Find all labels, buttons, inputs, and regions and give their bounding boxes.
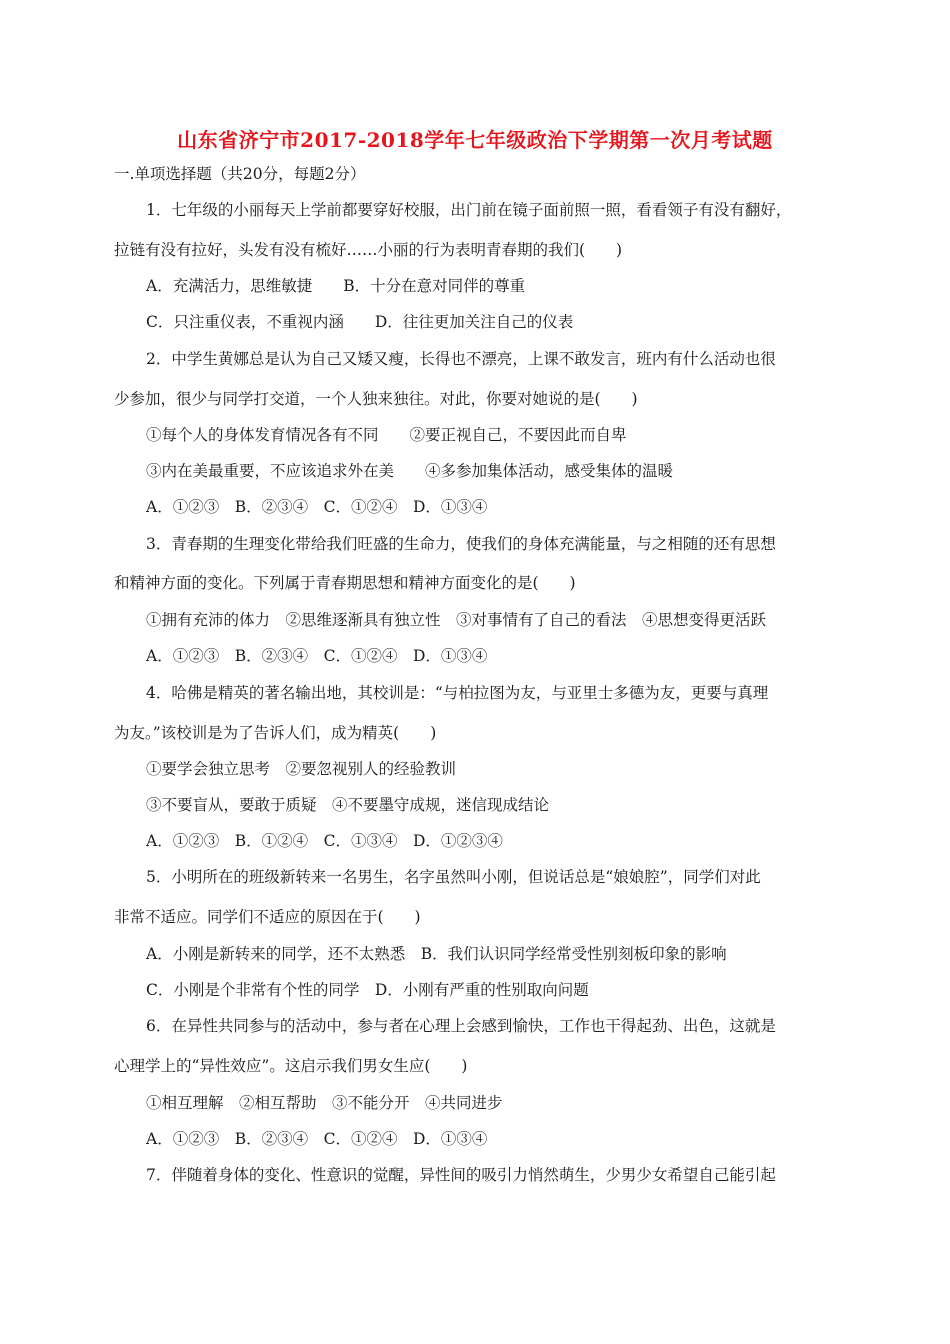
question-4-statements-2: ③不要盲从，要敢于质疑 ④不要墨守成规，迷信现成结论 bbox=[146, 796, 550, 814]
question-1-line-1: 1．七年级的小丽每天上学前都要穿好校服，出门前在镜子面前照一照，看看领子有没有翻好， bbox=[146, 201, 792, 219]
question-7-line-1: 7．伴随着身体的变化、性意识的觉醒，异性间的吸引力悄然萌生，少男少女希望自己能引起 bbox=[146, 1166, 776, 1184]
question-5-line-1: 5．小明所在的班级新转来一名男生，名字虽然叫小刚，但说话总是“娘娘腔”，同学们对此 bbox=[146, 868, 761, 886]
question-4-statements-1: ①要学会独立思考 ②要忽视别人的经验教训 bbox=[146, 760, 457, 778]
question-5-options-ab: A．小刚是新转来的同学，还不太熟悉 B．我们认识同学经常受性别刻板印象的影响 bbox=[146, 945, 727, 963]
question-6-options: A．①②③ B．②③④ C．①②④ D．①③④ bbox=[146, 1130, 488, 1148]
question-4-line-1: 4．哈佛是精英的著名输出地，其校训是：“与柏拉图为友，与亚里士多德为友，更要与真理 bbox=[146, 684, 769, 702]
question-4-options: A．①②③ B．①②④ C．①③④ D．①②③④ bbox=[146, 832, 503, 850]
question-6-statements: ①相互理解 ②相互帮助 ③不能分开 ④共同进步 bbox=[146, 1094, 503, 1112]
question-5-options-cd: C．小刚是个非常有个性的同学 D．小刚有严重的性别取向问题 bbox=[146, 981, 589, 999]
section-heading: 一.单项选择题（共20分，每题2分） bbox=[114, 165, 366, 183]
question-2-line-1: 2．中学生黄娜总是认为自己又矮又瘦，长得也不漂亮，上课不敢发言，班内有什么活动也很 bbox=[146, 350, 776, 368]
document-title: 山东省济宁市2017-2018学年七年级政治下学期第一次月考试题 bbox=[177, 128, 773, 152]
question-3-line-1: 3．青春期的生理变化带给我们旺盛的生命力，使我们的身体充满能量，与之相随的还有思想 bbox=[146, 535, 776, 553]
question-1-options-cd: C．只注重仪表，不重视内涵 D．往往更加关注自己的仪表 bbox=[146, 313, 574, 331]
question-2-statements-1: ①每个人的身体发育情况各有不同 ②要正视自己，不要因此而自卑 bbox=[146, 426, 627, 444]
question-2-statements-2: ③内在美最重要，不应该追求外在美 ④多参加集体活动，感受集体的温暖 bbox=[146, 462, 674, 480]
question-6-line-1: 6．在异性共同参与的活动中，参与者在心理上会感到愉快，工作也干得起劲、出色，这就是 bbox=[146, 1017, 776, 1035]
question-6-line-2: 心理学上的“异性效应”。这启示我们男女生应( ) bbox=[114, 1057, 468, 1075]
question-5-line-2: 非常不适应。同学们不适应的原因在于( ) bbox=[114, 908, 421, 926]
question-4-line-2: 为友。”该校训是为了告诉人们，成为精英( ) bbox=[114, 724, 437, 742]
question-2-line-2: 少参加，很少与同学打交道，一个人独来独往。对此，你要对她说的是( ) bbox=[114, 390, 638, 408]
question-3-options: A．①②③ B．②③④ C．①②④ D．①③④ bbox=[146, 647, 488, 665]
question-2-options: A．①②③ B．②③④ C．①②④ D．①③④ bbox=[146, 498, 488, 516]
question-3-line-2: 和精神方面的变化。下列属于青春期思想和精神方面变化的是( ) bbox=[114, 574, 576, 592]
question-1-line-2: 拉链有没有拉好，头发有没有梳好……小丽的行为表明青春期的我们( ) bbox=[114, 241, 623, 259]
question-1-options-ab: A．充满活力，思维敏捷 B．十分在意对同伴的尊重 bbox=[146, 277, 526, 295]
question-3-statements: ①拥有充沛的体力 ②思维逐渐具有独立性 ③对事情有了自己的看法 ④思想变得更活跃 bbox=[146, 611, 767, 629]
